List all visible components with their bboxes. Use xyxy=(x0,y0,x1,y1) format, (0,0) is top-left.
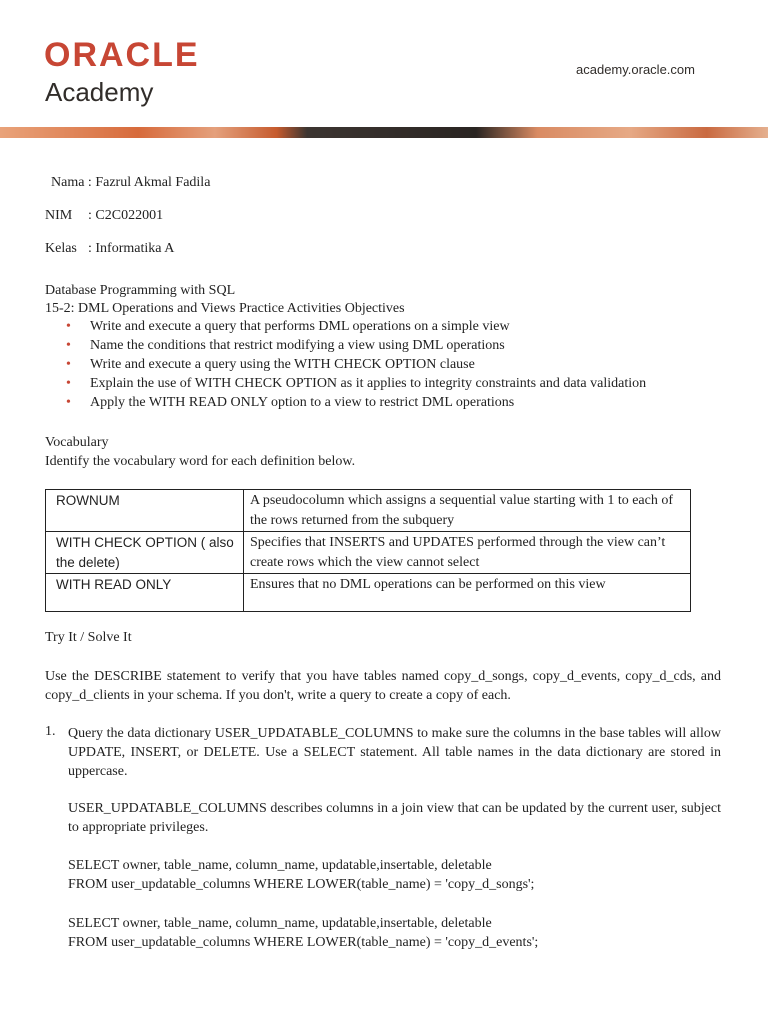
bullet-icon: • xyxy=(66,338,71,353)
list-item xyxy=(66,336,646,355)
vocabulary-table xyxy=(45,489,691,612)
site-url: academy.oracle.com xyxy=(576,62,695,77)
table-row xyxy=(46,532,691,574)
sql-query-line: SELECT owner, table_name, column_name, updatable,insertable, deletable xyxy=(68,858,492,873)
sql-query-line: SELECT owner, table_name, column_name, updatable,insertable, deletable xyxy=(68,916,492,931)
bullet-icon: • xyxy=(66,376,71,391)
header-banner xyxy=(0,127,768,138)
oracle-logo: ORACLE xyxy=(44,36,200,74)
vocab-term: ROWNUM xyxy=(46,490,244,532)
question-1-text: Query the data dictionary USER_UPDATABLE_COLUMNS to make sure the columns in the base tables will allow UPDATE, INSERT, or DELETE. Use a SELECT statement. All table names in the data dictionary are stored in uppercase. xyxy=(68,726,721,779)
course-title: Database Programming with SQL xyxy=(45,283,236,298)
objective-text: Explain the use of WITH CHECK OPTION as it applies to integrity constraints and data validation xyxy=(90,376,647,391)
kelas-value: : Informatika A xyxy=(88,241,175,256)
list-item xyxy=(66,393,646,412)
try-it-intro: Use the DESCRIBE statement to verify that you have tables named copy_d_songs, copy_d_events, copy_d_cds, and copy_d_clients in your schema. If you don't, write a query to create a copy of each. xyxy=(45,669,721,703)
sql-query-line: FROM user_updatable_columns WHERE LOWER(table_name) = 'copy_d_songs'; xyxy=(68,877,535,892)
nim-label: NIM xyxy=(45,208,73,223)
try-it-heading: Try It / Solve It xyxy=(45,630,132,645)
kelas-label: Kelas xyxy=(45,241,77,256)
vocab-definition: A pseudocolumn which assigns a sequential value starting with 1 to each of the rows returned from the subquery xyxy=(244,490,691,532)
objective-text: Write and execute a query that performs DML operations on a simple view xyxy=(90,319,510,334)
list-item xyxy=(66,355,646,374)
objectives-list xyxy=(66,317,646,412)
table-row xyxy=(46,490,691,532)
student-name: Nama : Fazrul Akmal Fadila xyxy=(51,175,211,190)
objective-text: Write and execute a query using the WITH CHECK OPTION clause xyxy=(90,357,475,372)
objective-text: Apply the WITH READ ONLY option to a view to restrict DML operations xyxy=(90,395,515,410)
question-1-description: USER_UPDATABLE_COLUMNS describes columns in a join view that can be updated by the current user, subject to appropriate privileges. xyxy=(68,801,721,835)
lesson-title: 15-2: DML Operations and Views Practice Activities Objectives xyxy=(45,301,405,316)
academy-logo-text: Academy xyxy=(45,77,154,107)
question-number: 1. xyxy=(45,724,56,739)
vocab-term: WITH READ ONLY xyxy=(46,574,244,612)
vocab-definition: Ensures that no DML operations can be performed on this view xyxy=(244,574,691,612)
vocab-term: WITH CHECK OPTION ( also the delete) xyxy=(46,532,244,574)
bullet-icon: • xyxy=(66,357,71,372)
sql-query-line: FROM user_updatable_columns WHERE LOWER(table_name) = 'copy_d_events'; xyxy=(68,935,539,950)
table-row xyxy=(46,574,691,612)
list-item xyxy=(66,317,646,336)
nim-value: : C2C022001 xyxy=(88,208,164,223)
vocabulary-instruction: Identify the vocabulary word for each definition below. xyxy=(45,454,356,469)
vocab-definition: Specifies that INSERTS and UPDATES performed through the view can’t create rows which the view cannot select xyxy=(244,532,691,574)
list-item xyxy=(66,374,646,393)
bullet-icon: • xyxy=(66,395,71,410)
objective-text: Name the conditions that restrict modifying a view using DML operations xyxy=(90,338,505,353)
vocabulary-heading: Vocabulary xyxy=(45,435,109,450)
bullet-icon: • xyxy=(66,319,71,334)
